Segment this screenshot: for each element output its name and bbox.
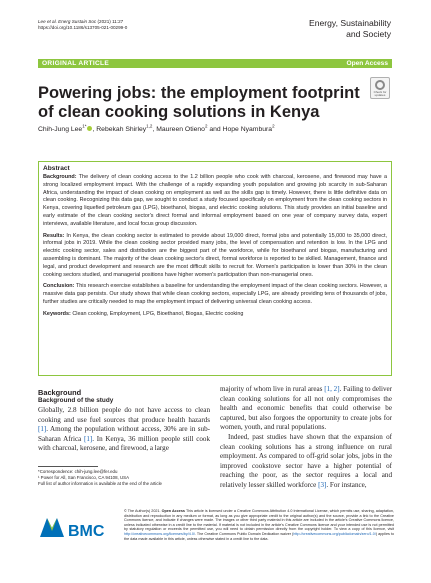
keywords-text: Clean cooking, Employment, LPG, Bioethanol, Biogas, Electric cooking — [72, 310, 244, 317]
author-affiliation: 1,2 — [146, 123, 153, 129]
citation-year: (2021) 11:27 — [97, 19, 124, 24]
author-separator: and — [207, 126, 223, 133]
article-type-band — [38, 59, 392, 68]
author-name[interactable]: Chih-Jung Lee — [38, 126, 83, 133]
body-text: Globally, 2.8 billion people do not have access to clean cooking and use fuel sources that produce health hazards — [38, 406, 210, 424]
section-heading: Background — [38, 388, 82, 397]
bmc-logo[interactable] — [38, 511, 112, 545]
body-text: . In Kenya, 36 million people still cook with charcoal, kerosene, and firewood, a large — [38, 434, 210, 453]
bmc-logo-text: BMC — [68, 523, 105, 540]
abstract-conclusion-label: Conclusion: — [43, 283, 75, 290]
author-list — [38, 125, 378, 134]
author-name[interactable]: Maureen Otieno — [156, 126, 205, 133]
author-separator: , — [152, 126, 157, 133]
doi-link[interactable]: https://doi.org/10.1186/s13705-021-00299-0 — [38, 25, 128, 30]
body-column-right — [220, 385, 392, 491]
correspondence-note: *Correspondence: chih-jung.lee@fer.edu — [38, 469, 118, 474]
footnote-divider — [38, 466, 98, 467]
license-text: ) applies to the data made available in this article, unless otherwise stated in a credit line to the data. — [124, 531, 394, 541]
citation-block — [38, 19, 208, 31]
affiliation-note: ¹ Power for All, San Francisco, CA 94108, USA — [38, 475, 130, 480]
footnotes — [38, 469, 218, 487]
body-column-left — [38, 388, 210, 454]
journal-name-line2: and Society — [346, 29, 391, 39]
abstract-background-text: The delivery of clean cooking access to the 1.2 billion people who cook with charcoal, kerosene, and firewood may have a strong localized employment impact. With the challenge of a rapidly expanding youth population and growing job scarcity in sub-Saharan Africa, understanding the impact of clean cooking on employment as well as the skills gap is timely. However, there is little definitive data on clean cooking. Recognizing this data gap, we sought to conduct a study focused specifically on employment from the clean cooking sectors in Kenya, covering liquefied petroleum gas (LPG), bioethanol, biogas, and electric cooking solutions. This study provides an initial baseline and early estimate of the clean cooking sector's direct formal and informal employment based on one year of company survey data, expert interviews, available literature, and local focus group discussion. — [43, 174, 387, 227]
body-text: . Failing to deliver clean cooking solutions for all not only compromises the health and economic benefits that could otherwise be captured, but also forgoes the opportunity to create jobs for women, youth, and rural populations. — [220, 385, 393, 432]
body-text: majority of whom live in rural areas — [220, 385, 325, 393]
subsection-heading: Background of the study — [38, 397, 114, 404]
abstract-background — [43, 174, 387, 229]
license-open-access-label: Open Access — [161, 509, 185, 513]
full-list-note: Full list of author information is available at the end of the article — [38, 481, 162, 486]
citation-link[interactable]: [1] — [83, 434, 93, 443]
journal-name — [271, 18, 391, 40]
abstract-box — [38, 161, 392, 376]
abstract-keywords — [43, 311, 387, 319]
abstract-results-text: In Kenya, the clean cooking sector is estimated to provide about 19,000 direct, formal jobs and potentially 15,000 to 35,000 direct, informal jobs in 2019. While the clean cooking sector provided many jobs, the level of compensation and retention is low. In the LPG and electric cooking sector, sales and distribution are the biggest part of the workforce, while for bioethanol and biogas, manufacturing and assembling is dominant. The majority of the clean cooking sector's direct, formal workforce is reported to be skilled. Management, finance and legal, and product development and research are the most difficult skills to recruit for. Women's participation is lower than 30% in the clean cooking sectors studied, and managerial positions have higher women's participation than non-managerial ones. — [43, 232, 387, 278]
author-name[interactable]: Hope Nyambura — [222, 126, 273, 133]
body-text: . Among the population without access, 30% are in sub-Saharan Africa — [38, 425, 210, 443]
citation-link[interactable]: [1] — [38, 425, 47, 434]
license-text: This article is licensed under a Creative Commons Attribution 4.0 International License, which permits use, sharing, adaptation, distribution and reproduction in any medium or format, as long as you give appropriate credit to the original author(s) and the source, provide a link to the Creative Commons licence, and indicate if changes were made. The images or other third party material in this article are included in the article's Creative Commons licence, unless indicated otherwise in a credit line to the material. If material is not included in the article's Creative Commons licence and your intended use is not permitted by statutory regulation or exceeds the permitted use, you will need to obtain permission directly from the copyright holder. To view a copy of this licence, visit — [124, 509, 394, 532]
open-access-label: Open Access — [346, 60, 388, 67]
body-text: Indeed, past studies have shown that the expansion of clean cooking solutions has a strong influence on rural employment. As compared to off-grid solar jobs, jobs in the improved cookstove sector have a higher potential of reaching the poor, as the sector requires a local and relatively lesser skilled workforce — [220, 432, 392, 489]
license-waiver-link[interactable]: http://creativecommons.org/publicdomain/zero/1.0/ — [293, 531, 376, 536]
body-paragraph — [220, 433, 392, 491]
article-type-label: ORIGINAL ARTICLE — [42, 60, 110, 67]
article-title: Powering jobs: the employment footprint of clean cooking solutions in Kenya — [38, 84, 360, 121]
license-link[interactable]: http://creativecommons.org/licenses/by/4.0/ — [124, 531, 195, 536]
abstract-conclusion — [43, 283, 387, 306]
abstract-conclusion-text: This research exercise establishes a baseline for understanding the employment impact of the clean cooking sectors. However, a massive data gap persists. Our study shows that while clean cooking sectors, especially LPG, are already providing tens of thousands of jobs, further studies are critically needed to map the employment impact of delivering universal clean cooking access. — [43, 283, 388, 305]
body-paragraph — [38, 406, 210, 454]
citation-link[interactable]: [3] — [318, 480, 327, 489]
abstract-heading: Abstract — [43, 165, 70, 172]
author-affiliation: 2 — [204, 123, 208, 129]
check-updates-text: Check for updates — [373, 90, 387, 98]
body-text: . For instance, — [326, 480, 367, 489]
license-text: © The Author(s) 2021. — [124, 509, 162, 513]
abstract-results — [43, 233, 387, 280]
citation-link[interactable]: [1, 2] — [324, 385, 340, 393]
citation-journal: Lee et al. Energ Sustain Soc — [38, 19, 97, 24]
bmc-logo-icon — [38, 511, 112, 545]
author-name[interactable]: Rebekah Shirley — [96, 126, 147, 133]
abstract-results-label: Results: — [43, 232, 65, 239]
abstract-background-label: Background: — [43, 174, 77, 180]
check-for-updates-badge[interactable] — [370, 77, 390, 99]
body-paragraph — [220, 385, 392, 433]
journal-name-line1: Energy, Sustainability — [308, 18, 391, 28]
license-text: . The Creative Commons Public Domain Dedication waiver ( — [194, 531, 294, 536]
check-updates-icon — [375, 80, 385, 90]
author-separator: , — [92, 126, 97, 133]
author-affiliation: 1* — [82, 123, 87, 129]
author-affiliation: 2 — [272, 123, 275, 129]
license-notice — [124, 509, 394, 541]
keywords-label: Keywords: — [43, 310, 71, 317]
